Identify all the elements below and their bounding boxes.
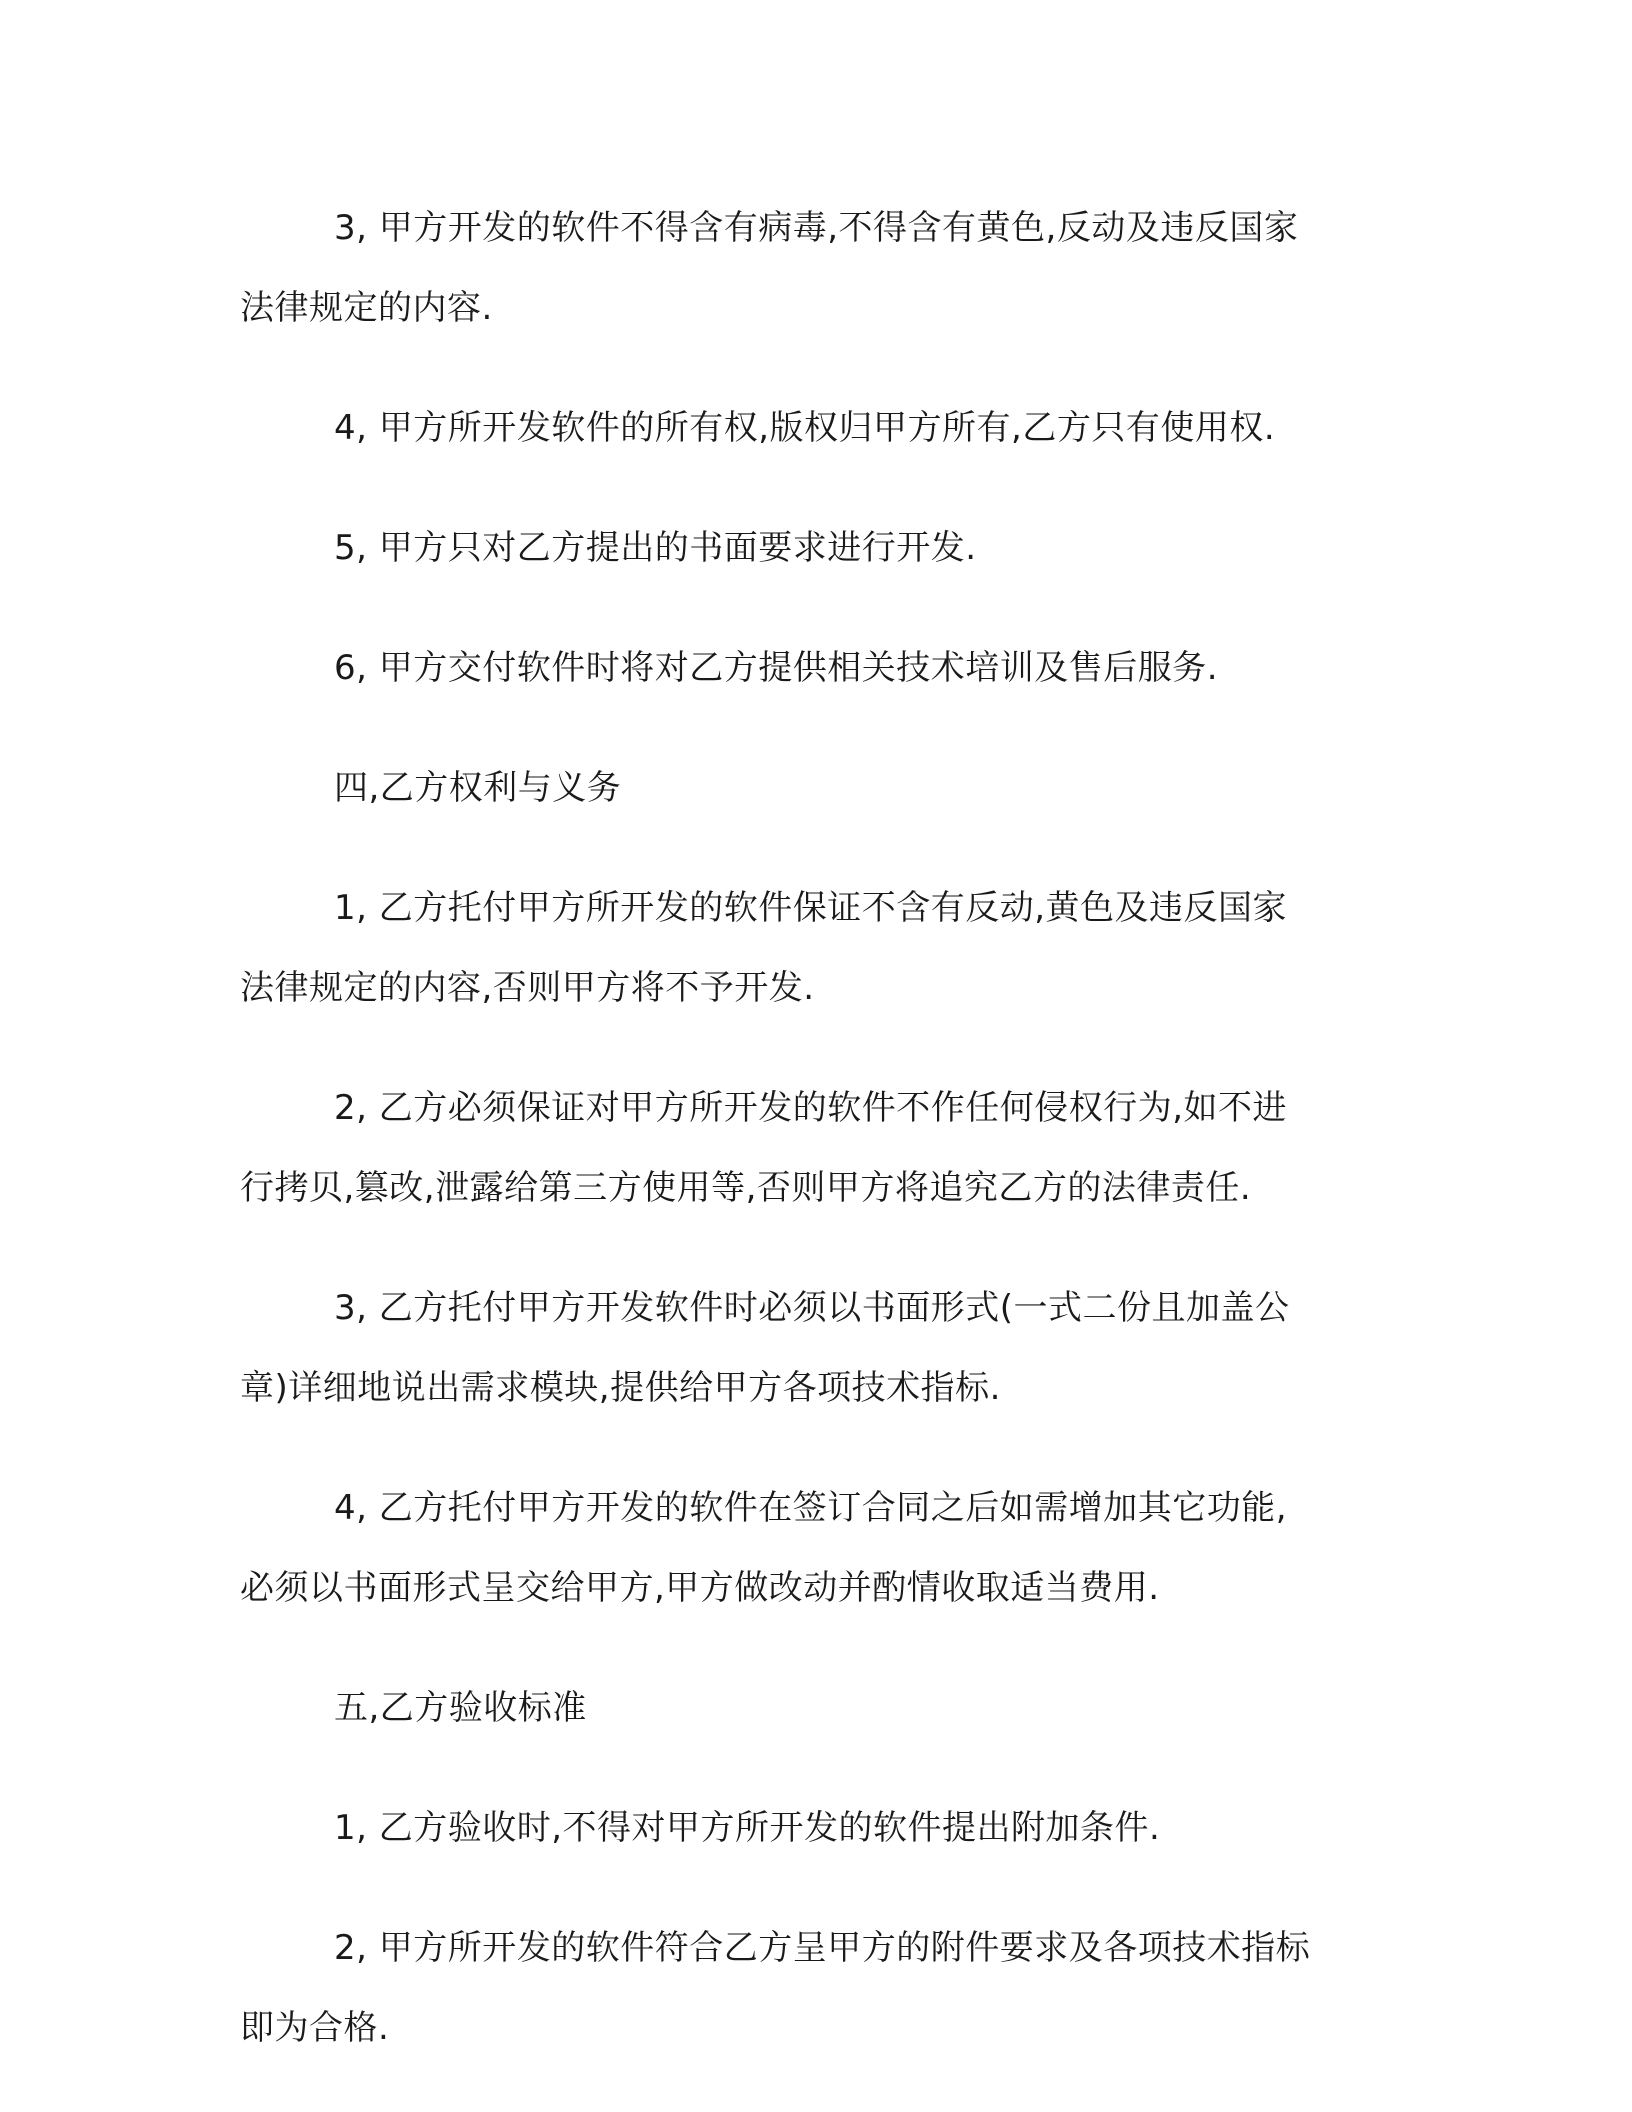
paragraph-b1	[240, 868, 1396, 1028]
heading-text: 四,乙方权利与义务	[334, 768, 622, 808]
paragraph-c2	[240, 1908, 1396, 2068]
heading-text: 五,乙方验收标准	[334, 1688, 587, 1728]
text-line: 3, 甲方开发的软件不得含有病毒,不得含有黄色,反动及违反国家	[334, 208, 1299, 248]
document-body	[240, 188, 1396, 2108]
section-heading-5	[240, 1668, 1396, 1748]
text-line: 法律规定的内容,否则甲方将不予开发.	[240, 968, 815, 1008]
text-line: 4, 甲方所开发软件的所有权,版权归甲方所有,乙方只有使用权.	[334, 408, 1276, 448]
paragraph-a6	[240, 628, 1396, 708]
text-line: 3, 乙方托付甲方开发软件时必须以书面形式(一式二份且加盖公	[334, 1288, 1290, 1328]
text-line: 1, 乙方托付甲方所开发的软件保证不含有反动,黄色及违反国家	[334, 888, 1288, 928]
text-line: 1, 乙方验收时,不得对甲方所开发的软件提出附加条件.	[334, 1808, 1161, 1848]
text-line: 章)详细地说出需求模块,提供给甲方各项技术指标.	[240, 1368, 1001, 1408]
text-line: 2, 甲方所开发的软件符合乙方呈甲方的附件要求及各项技术指标	[334, 1928, 1311, 1968]
paragraph-b4	[240, 1468, 1396, 1628]
text-line: 即为合格.	[240, 2008, 390, 2048]
text-line: 法律规定的内容.	[240, 288, 493, 328]
text-line: 行拷贝,篡改,泄露给第三方使用等,否则甲方将追究乙方的法律责任.	[240, 1168, 1252, 1208]
section-heading-4	[240, 748, 1396, 828]
paragraph-b2	[240, 1068, 1396, 1228]
paragraph-a3	[240, 188, 1396, 348]
text-line: 4, 乙方托付甲方开发的软件在签订合同之后如需增加其它功能,	[334, 1488, 1288, 1528]
paragraph-a5	[240, 508, 1396, 588]
paragraph-b3	[240, 1268, 1396, 1428]
text-line: 6, 甲方交付软件时将对乙方提供相关技术培训及售后服务.	[334, 648, 1219, 688]
text-line: 2, 乙方必须保证对甲方所开发的软件不作任何侵权行为,如不进	[334, 1088, 1288, 1128]
text-line: 必须以书面形式呈交给甲方,甲方做改动并酌情收取适当费用.	[240, 1568, 1160, 1608]
paragraph-a4	[240, 388, 1396, 468]
paragraph-c1	[240, 1788, 1396, 1868]
text-line: 5, 甲方只对乙方提出的书面要求进行开发.	[334, 528, 977, 568]
